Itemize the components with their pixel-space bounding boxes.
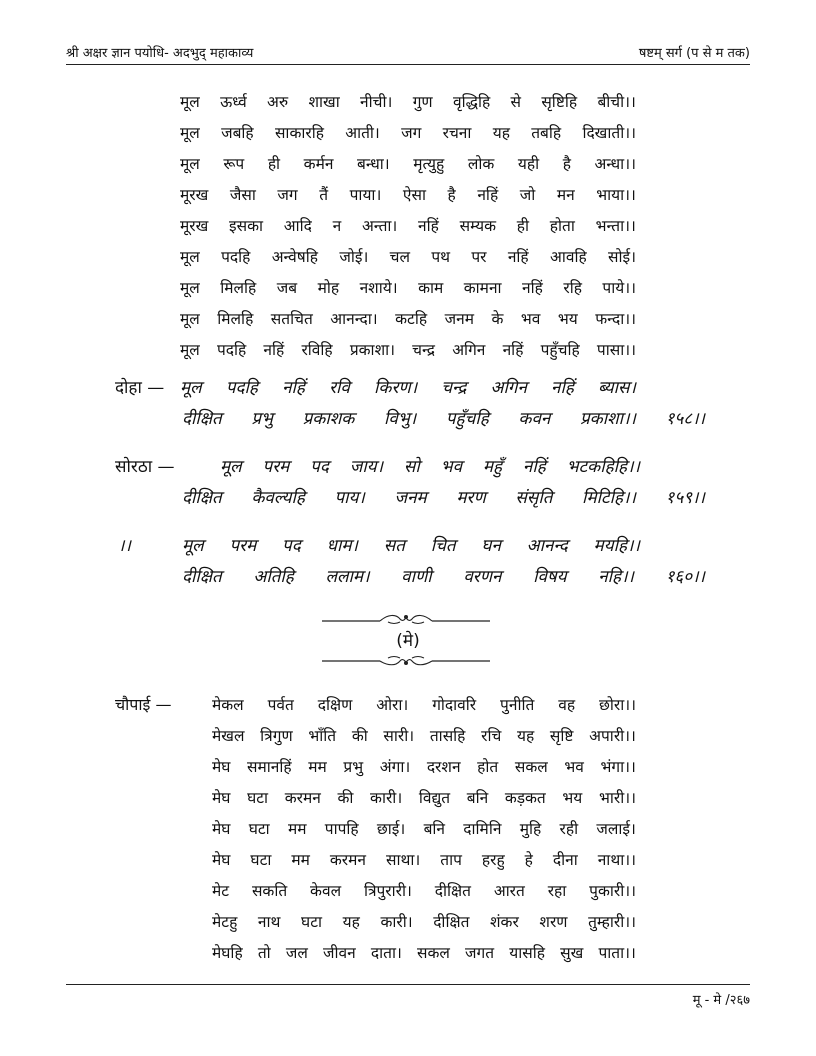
word: गुण [412, 93, 433, 111]
word: नहिं [418, 217, 439, 235]
word: आवहि [549, 248, 587, 266]
word: करमन [284, 789, 321, 807]
word: सम्यक [459, 217, 497, 235]
word: अतिहि [253, 567, 294, 587]
word: आदि [283, 217, 312, 235]
ornament-bottom-icon [318, 654, 494, 668]
word: मम [308, 758, 327, 776]
word: जलाई। [596, 820, 636, 838]
word: मिटिहि।। [582, 488, 636, 508]
word: दीक्षित [182, 567, 222, 587]
word: अपारी।। [589, 727, 636, 745]
word: पर [471, 248, 487, 266]
word: मूल [180, 310, 200, 328]
word: बीची।। [597, 93, 636, 111]
word: अन्धा।। [594, 155, 636, 173]
word: वाणी [401, 567, 432, 587]
word: दीक्षित [182, 488, 222, 508]
word: विभु। [383, 409, 417, 429]
word: मूल [182, 536, 204, 556]
word: बनि [423, 820, 446, 838]
verse-line [212, 910, 636, 932]
word: चित [430, 536, 456, 556]
word: दरशन [426, 758, 461, 776]
word: सृष्टि [549, 727, 574, 745]
word: मूल [180, 341, 200, 359]
word: पद [282, 536, 301, 556]
word: के [491, 310, 504, 328]
word: पर्वत [267, 696, 294, 714]
word: अन्वेषहि [271, 248, 318, 266]
word: रचना [442, 124, 472, 142]
word: शाखा [308, 93, 340, 111]
word: १५९।। [665, 488, 705, 508]
word: मेटहु [212, 913, 238, 931]
word: मम [287, 820, 307, 838]
soratha2-line-1 [182, 533, 640, 556]
word: नहिं [263, 341, 285, 359]
word: कड़कत [504, 789, 546, 807]
word: दामिनि [463, 820, 502, 838]
word: आती। [345, 124, 380, 142]
footer-rule [66, 984, 750, 985]
word: पाता।। [598, 944, 636, 962]
soratha-line-1 [220, 454, 640, 477]
word: अगिन [490, 378, 527, 398]
word: सकति [251, 882, 288, 900]
word: जाय। [349, 457, 384, 477]
word: मूल [180, 93, 200, 111]
word: पुकारी।। [589, 882, 636, 900]
word: घन [481, 536, 501, 556]
word: १५८।। [665, 409, 705, 429]
word: ही [267, 155, 281, 173]
verse-line [212, 693, 636, 715]
word: मिलहि [220, 279, 257, 297]
word: तबहि [531, 124, 562, 142]
word: गोदावरि [432, 696, 477, 714]
word: फन्दा।। [595, 310, 636, 328]
word: मूल [220, 457, 242, 477]
word: भाँति [308, 727, 337, 745]
word: सो [403, 457, 420, 477]
word: साकारहि [274, 124, 324, 142]
word: नाथा।। [597, 851, 636, 869]
word: धाम। [326, 536, 358, 556]
word: यही [517, 155, 540, 173]
chapter-title: षष्टम् सर्ग (प से म तक) [638, 46, 750, 61]
word: जग [401, 124, 422, 142]
verse-line [180, 245, 636, 267]
word: सृष्टिहि [541, 93, 578, 111]
word: विद्युत [418, 789, 451, 807]
verse-line [212, 848, 636, 870]
word: करमन [329, 851, 367, 869]
word: किरण। [374, 378, 418, 398]
word: घटा [301, 913, 323, 931]
stanza-me [212, 693, 636, 963]
word: पदहि [221, 248, 251, 266]
word: पदहि [216, 341, 247, 359]
word: है [562, 155, 571, 173]
stanza-mul [180, 90, 636, 360]
word: शरण [539, 913, 568, 931]
verse-line [212, 817, 636, 839]
word: नहिं [522, 457, 546, 477]
word: मन [556, 186, 575, 204]
word: भय [557, 310, 578, 328]
word: जैसा [229, 186, 256, 204]
word: दक्षिण [317, 696, 353, 714]
word: प्रभु [251, 409, 273, 429]
word: कटहि [395, 310, 428, 328]
soratha2-label: ।। [118, 536, 131, 556]
word: हे [524, 851, 533, 869]
word: भव [440, 457, 463, 477]
word: पदहि [225, 378, 258, 398]
word: प्रकाशा। [349, 341, 395, 359]
word: वृद्धिहि [452, 93, 491, 111]
word: यह [342, 913, 360, 931]
word: रूप [223, 155, 245, 173]
word: लोक [467, 155, 495, 173]
word: मेघ [212, 789, 231, 807]
word: मूल [180, 155, 200, 173]
word: जगत [465, 944, 495, 962]
word: तो [257, 944, 271, 962]
verse-line [180, 183, 636, 205]
word: भव [564, 758, 584, 776]
word: बन्धा। [357, 155, 390, 173]
word: जनम [444, 310, 474, 328]
verse-line [180, 276, 636, 298]
word: दाता। [370, 944, 402, 962]
word: भव [520, 310, 541, 328]
word: काम [418, 279, 444, 297]
word: आरत [493, 882, 525, 900]
ornament-top-icon [318, 612, 494, 626]
word: मरण [456, 488, 486, 508]
doha-label: दोहा — [115, 378, 165, 398]
word: मृत्युहु [413, 155, 445, 173]
word: तैं [319, 186, 329, 204]
word: दिखाती।। [582, 124, 636, 142]
word: तासहि [429, 727, 466, 745]
verse-line [180, 214, 636, 236]
word: सतचित [270, 310, 313, 328]
word: पासा।। [596, 341, 636, 359]
word: तुम्हारी।। [588, 913, 636, 931]
word: जल [285, 944, 308, 962]
word: मयहि।। [593, 536, 640, 556]
word: पहुँचहि [445, 409, 489, 429]
word: है [447, 186, 456, 204]
word: परम [262, 457, 290, 477]
word: ऐसा [402, 186, 426, 204]
word: भाया।। [596, 186, 636, 204]
section-title: (मे) [396, 631, 420, 651]
word: जब [276, 279, 298, 297]
word: घटा [248, 820, 270, 838]
word: पापहि [324, 820, 359, 838]
word: पद [310, 457, 329, 477]
word: प्रकाशक [302, 409, 355, 429]
word: मम [291, 851, 310, 869]
word: अंगा। [379, 758, 411, 776]
verse-line [212, 724, 636, 746]
word: छाई। [376, 820, 406, 838]
word: साथा। [385, 851, 421, 869]
word: अरु [267, 93, 289, 111]
word: अन्ता। [361, 217, 398, 235]
word: रही [559, 820, 579, 838]
word: मेघ [212, 820, 231, 838]
word: मेघ [212, 758, 231, 776]
word: सकल [514, 758, 548, 776]
word: १६०।। [665, 567, 705, 587]
word: मिलहि [217, 310, 254, 328]
word: मूरख [180, 217, 209, 235]
word: ललाम। [325, 567, 370, 587]
word: मूल [180, 248, 200, 266]
word: महुँ [482, 457, 503, 477]
word: होता [549, 217, 575, 235]
soratha-label: सोरठा — [115, 457, 175, 477]
word: नहिं [477, 186, 499, 204]
verse-line [212, 879, 636, 901]
verse-line [180, 121, 636, 143]
word: घटा [250, 851, 272, 869]
word: भंगा।। [600, 758, 636, 776]
word: रचि [481, 727, 502, 745]
verse-line [180, 307, 636, 329]
word: जनम [394, 488, 427, 508]
book-title: श्री अक्षर ज्ञान पयोधि- अदभुद् महाकाव्य [66, 46, 254, 61]
word: छोरा।। [598, 696, 636, 714]
word: त्रिगुण [260, 727, 293, 745]
word: नहिं [282, 378, 305, 398]
soratha2-line-2 [182, 564, 705, 587]
word: ताप [440, 851, 462, 869]
word: यह [517, 727, 535, 745]
word: भारी।। [598, 789, 636, 807]
verse-line [212, 941, 636, 963]
word: की [351, 727, 368, 745]
word: नीची। [360, 93, 393, 111]
word: पथ [431, 248, 451, 266]
word: घटा [247, 789, 269, 807]
word: सत [383, 536, 405, 556]
chaupai-label: चौपाई — [115, 695, 172, 714]
word: सुख [560, 944, 584, 962]
word: रहा [547, 882, 567, 900]
word: रवि [329, 378, 350, 398]
word: चन्द्र [441, 378, 467, 398]
word: मूल [180, 378, 202, 398]
doha-line-2 [182, 406, 705, 429]
word: की [337, 789, 354, 807]
word: न [332, 217, 342, 235]
word: मेघहि [212, 944, 243, 962]
word: नहिं [551, 378, 574, 398]
word: हरहु [481, 851, 505, 869]
word: पुनीति [500, 696, 535, 714]
word: जबहि [221, 124, 254, 142]
word: मेकल [212, 696, 244, 714]
doha-line-1 [180, 375, 636, 398]
verse-line [180, 90, 636, 112]
word: मूरख [180, 186, 209, 204]
soratha-line-2 [182, 485, 705, 508]
word: वरणन [463, 567, 502, 587]
word: कैवल्यहि [251, 488, 305, 508]
word: विषय [533, 567, 567, 587]
word: होत [477, 758, 499, 776]
page-number: मू - मे /२६७ [692, 993, 750, 1008]
word: रविहि [301, 341, 333, 359]
word: पाय। [334, 488, 365, 508]
word: सारी। [383, 727, 415, 745]
word: नहिं [502, 341, 524, 359]
word: कर्मन [303, 155, 334, 173]
word: मुहि [519, 820, 542, 838]
word: कारी। [380, 913, 413, 931]
word: मूल [180, 124, 200, 142]
word: यह [492, 124, 510, 142]
word: समानहिं [247, 758, 292, 776]
word: भय [562, 789, 583, 807]
word: भटकहिहि।। [566, 457, 640, 477]
word: दीना [552, 851, 578, 869]
word: दीक्षित [182, 409, 222, 429]
word: जोई। [339, 248, 369, 266]
page-header [66, 40, 750, 65]
word: भन्ता।। [595, 217, 636, 235]
word: कारी। [370, 789, 403, 807]
word: शंकर [490, 913, 519, 931]
word: सोई। [608, 248, 636, 266]
word: ब्यास। [598, 378, 636, 398]
word: जग [277, 186, 298, 204]
word: मूल [180, 279, 200, 297]
word: चल [389, 248, 410, 266]
word: आनन्दा। [330, 310, 378, 328]
word: नहि।। [598, 567, 634, 587]
word: जीवन [322, 944, 356, 962]
verse-line [180, 152, 636, 174]
word: दीक्षित [434, 882, 471, 900]
word: सकल [417, 944, 450, 962]
word: प्रभु [343, 758, 364, 776]
word: नाथ [257, 913, 281, 931]
word: बनि [466, 789, 489, 807]
word: ऊर्ध्व [220, 93, 247, 111]
verse-line [180, 338, 636, 360]
verse-line [212, 786, 636, 808]
word: आनन्द [526, 536, 568, 556]
word: नहिं [522, 279, 543, 297]
word: नहिं [507, 248, 529, 266]
word: चन्द्र [412, 341, 436, 359]
word: ओरा। [376, 696, 409, 714]
word: से [510, 93, 522, 111]
word: पाये।। [602, 279, 636, 297]
word: इसका [229, 217, 264, 235]
word: मोह [317, 279, 340, 297]
word: वह [558, 696, 576, 714]
word: मेखल [212, 727, 245, 745]
word: पाया। [349, 186, 382, 204]
word: पहुँचहि [540, 341, 580, 359]
word: केवल [310, 882, 342, 900]
word: अगिन [452, 341, 486, 359]
verse-line [212, 755, 636, 777]
word: परम [229, 536, 257, 556]
word: मेट [212, 882, 230, 900]
word: ही [516, 217, 530, 235]
word: यासहि [509, 944, 545, 962]
word: त्रिपुरारी। [363, 882, 412, 900]
word: दीक्षित [433, 913, 470, 931]
word: नशाये। [359, 279, 398, 297]
word: रहि [563, 279, 582, 297]
word: संसृति [515, 488, 553, 508]
word: कवन [518, 409, 551, 429]
word: जो [519, 186, 536, 204]
word: प्रकाशा।। [579, 409, 636, 429]
word: मेघ [212, 851, 231, 869]
word: कामना [463, 279, 502, 297]
